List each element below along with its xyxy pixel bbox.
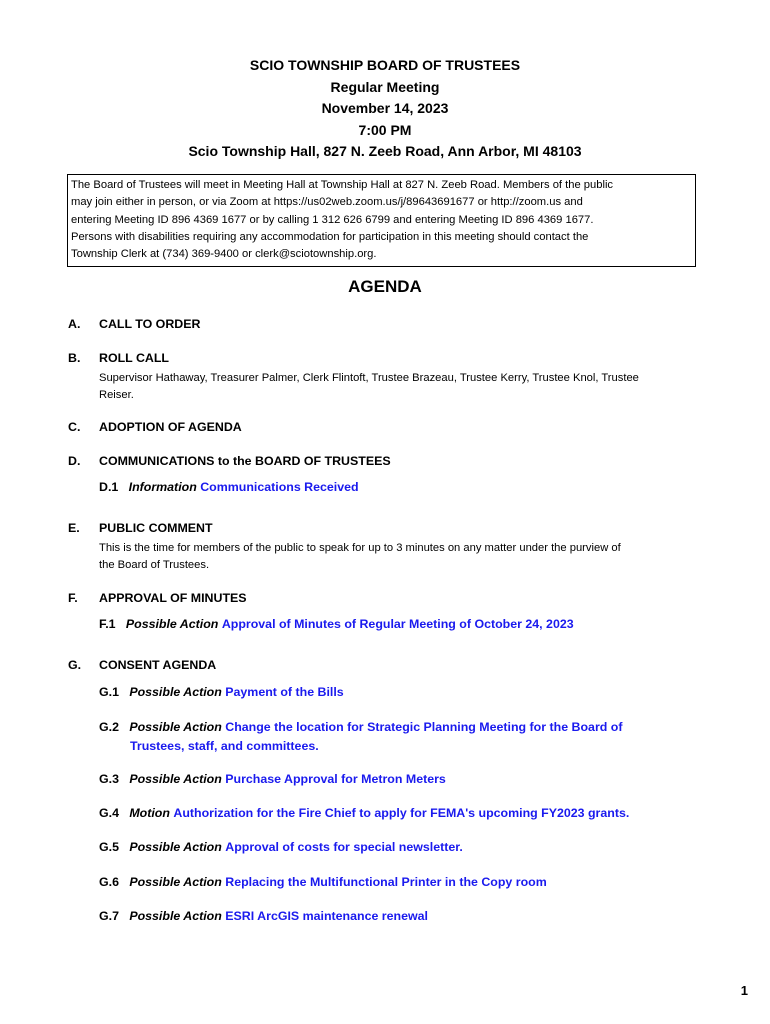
agenda-title: AGENDA xyxy=(348,277,422,296)
agenda-item-d1 xyxy=(99,478,679,497)
item-link-approval-of-minutes[interactable]: Approval of Minutes of Regular Meeting of October 24, 2023 xyxy=(221,617,574,631)
roll-call-description xyxy=(99,370,699,404)
item-action-type: Possible Action xyxy=(129,720,222,734)
notice-line: Township Clerk at (734) 369-9400 or clerk@sciotownship.org. xyxy=(71,248,377,261)
meeting-time: 7:00 PM xyxy=(358,121,412,138)
item-number: G.7 xyxy=(99,909,119,923)
public-notice-box xyxy=(67,174,696,267)
item-link-strategic-planning-location-cont[interactable]: Trustees, staff, and committees. xyxy=(130,739,319,753)
item-number: G.6 xyxy=(99,875,119,889)
item-number: D.1 xyxy=(99,480,119,494)
notice-line: may join either in person, or via Zoom at https://us02web.zoom.us/j/89643691677 or http://zoom.us and xyxy=(71,196,583,209)
item-link-fema-grants[interactable]: Authorization for the Fire Chief to apply for FEMA's upcoming FY2023 grants. xyxy=(173,806,630,820)
agenda-item-g4 xyxy=(99,804,679,823)
item-link-strategic-planning-location[interactable]: Change the location for Strategic Planning Meeting for the Board of xyxy=(225,720,623,734)
description-line: Supervisor Hathaway, Treasurer Palmer, Clerk Flintoft, Trustee Brazeau, Trustee Kerry, Trustee Knol, Trustee xyxy=(99,372,639,384)
section-letter: A. xyxy=(68,317,81,331)
item-action-type: Possible Action xyxy=(129,840,222,854)
agenda-item-g3 xyxy=(99,770,679,789)
section-title: COMMUNICATIONS to the BOARD OF TRUSTEES xyxy=(99,454,391,468)
meeting-type: Regular Meeting xyxy=(330,78,440,95)
agenda-item-g1 xyxy=(99,683,679,702)
item-number: G.5 xyxy=(99,840,119,854)
item-number: G.1 xyxy=(99,685,119,699)
item-number: G.4 xyxy=(99,806,119,820)
item-action-type: Possible Action xyxy=(129,909,222,923)
public-comment-description xyxy=(99,540,699,574)
section-letter: B. xyxy=(68,351,81,365)
item-link-multifunctional-printer[interactable]: Replacing the Multifunctional Printer in the Copy room xyxy=(225,875,547,889)
notice-line: entering Meeting ID 896 4369 1677 or by calling 1 312 626 6799 and entering Meeting ID 896 4369 1677. xyxy=(71,213,594,226)
agenda-item-g2 xyxy=(99,718,679,756)
agenda-item-f1 xyxy=(99,615,679,634)
agenda-item-g5 xyxy=(99,838,679,857)
agenda-item-g6 xyxy=(99,873,679,892)
board-name: SCIO TOWNSHIP BOARD OF TRUSTEES xyxy=(249,57,521,73)
description-line: Reiser. xyxy=(99,389,134,401)
item-number: G.3 xyxy=(99,772,119,786)
meeting-date: November 14, 2023 xyxy=(321,100,449,116)
item-number: G.2 xyxy=(99,720,119,734)
meeting-location: Scio Township Hall, 827 N. Zeeb Road, Ann Arbor, MI 48103 xyxy=(188,143,582,159)
document-header xyxy=(0,55,770,163)
section-title: CALL TO ORDER xyxy=(99,317,201,331)
item-action-type: Possible Action xyxy=(129,685,222,699)
section-title: ADOPTION OF AGENDA xyxy=(99,420,242,434)
item-action-type: Motion xyxy=(129,806,170,820)
item-link-metron-meters[interactable]: Purchase Approval for Metron Meters xyxy=(225,772,446,786)
item-link-special-newsletter[interactable]: Approval of costs for special newsletter. xyxy=(225,840,463,854)
description-line: the Board of Trustees. xyxy=(99,559,210,571)
section-letter: E. xyxy=(68,521,80,535)
item-action-type: Possible Action xyxy=(125,617,219,631)
section-title: ROLL CALL xyxy=(99,351,169,365)
item-link-payment-of-bills[interactable]: Payment of the Bills xyxy=(225,685,344,699)
item-link-esri-arcgis[interactable]: ESRI ArcGIS maintenance renewal xyxy=(225,909,428,923)
item-action-type: Possible Action xyxy=(129,875,222,889)
section-title: CONSENT AGENDA xyxy=(99,658,217,672)
notice-line: Persons with disabilities requiring any accommodation for participation in this meeting should contact the xyxy=(71,230,589,243)
notice-line: The Board of Trustees will meet in Meeting Hall at Township Hall at 827 N. Zeeb Road. Members of the public xyxy=(71,179,614,191)
section-letter: G. xyxy=(68,658,82,672)
item-action-type: Possible Action xyxy=(129,772,222,786)
section-title: APPROVAL OF MINUTES xyxy=(99,591,247,605)
section-letter: F. xyxy=(68,591,78,605)
section-title: PUBLIC COMMENT xyxy=(99,521,213,535)
item-number: F.1 xyxy=(99,617,116,631)
item-action-type: Information xyxy=(128,480,197,494)
page-number: 1 xyxy=(740,983,748,998)
agenda-item-g7 xyxy=(99,907,679,926)
section-letter: C. xyxy=(68,420,81,434)
section-letter: D. xyxy=(68,454,81,468)
description-line: This is the time for members of the public to speak for up to 3 minutes on any matter under the purview of xyxy=(99,542,621,554)
item-link-communications-received[interactable]: Communications Received xyxy=(200,480,359,494)
